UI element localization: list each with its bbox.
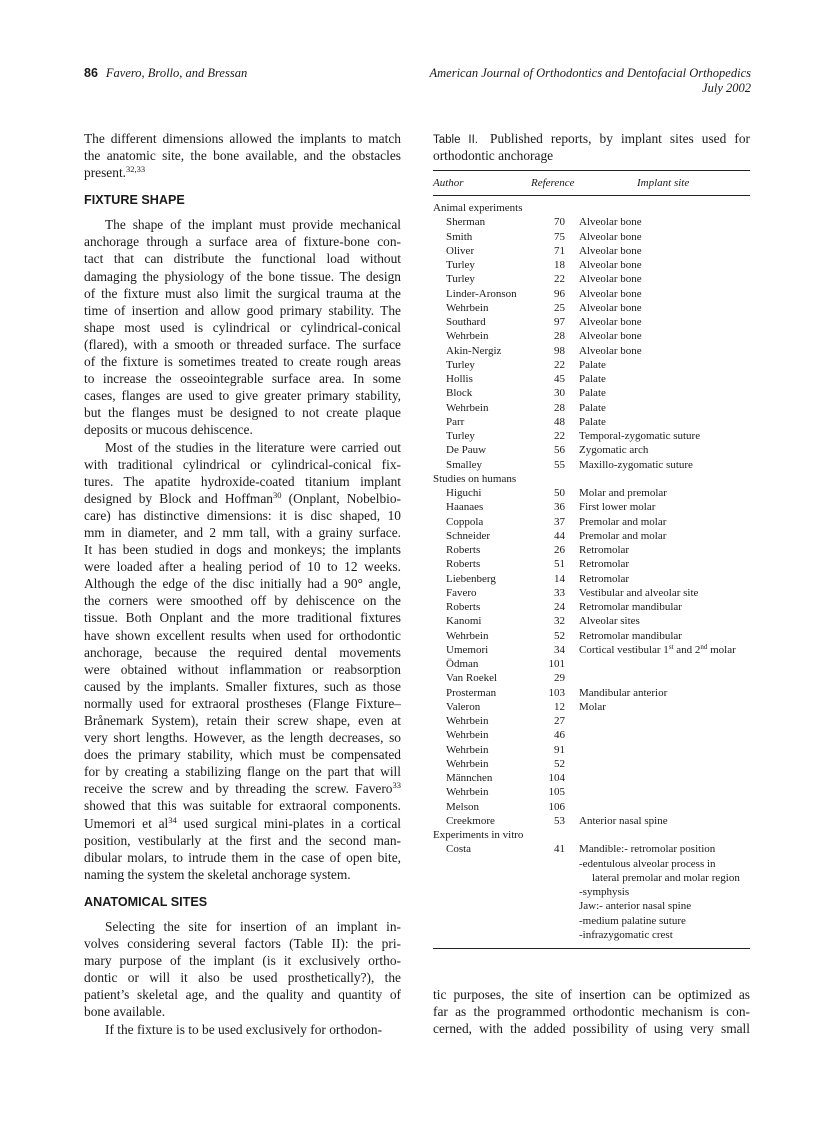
table-row — [433, 686, 750, 700]
author-cell: Valeron — [446, 700, 481, 713]
left-column — [84, 130, 401, 1038]
text-line: does the primary stability, which must be compensated — [84, 747, 401, 763]
table-row — [433, 329, 750, 343]
table-label: Table II. — [433, 134, 478, 146]
reference-cell: 53 — [554, 814, 565, 827]
section-heading: ANATOMICAL SITES — [84, 894, 208, 909]
table-row — [433, 757, 750, 771]
table-row — [433, 486, 750, 500]
table-row — [433, 586, 750, 600]
author-cell: Wehrbein — [446, 743, 489, 756]
citation-superscript: 30 — [272, 489, 282, 500]
implant-site-cell: Palate — [579, 387, 606, 400]
author-cell: Akin-Nergiz — [446, 344, 502, 357]
table-row — [433, 671, 750, 685]
caption-line: orthodontic anchorage — [433, 148, 554, 164]
text-line: anchorage through a surface area of fixture-bone con- — [84, 234, 401, 250]
author-cell: Wehrbein — [446, 715, 489, 727]
text-line: Selecting the site for insertion of an implant in- — [105, 918, 401, 934]
table-row — [433, 415, 750, 429]
author-cell: Wehrbein — [446, 729, 489, 742]
reference-cell: 55 — [554, 458, 565, 471]
text-line: of the fixture must also limit the surgical trauma at the — [84, 285, 401, 301]
text-line: damaging the physiology of the bone tissue. The design — [84, 268, 401, 284]
reference-cell: 48 — [554, 415, 565, 428]
reference-cell: 33 — [554, 586, 565, 599]
text-line: time of insertion and allow good primary stability. The — [84, 302, 401, 318]
table-row — [433, 287, 750, 301]
text-line: Brånemark System), retain their screw shape, even at — [84, 713, 401, 728]
implant-site-cell: Zygomatic arch — [579, 444, 649, 457]
reference-cell: 22 — [554, 358, 565, 371]
column-header-implant-site: Implant site — [637, 177, 690, 189]
author-cell: Turley — [446, 430, 475, 442]
author-cell: Turley — [446, 273, 475, 286]
table-row — [433, 728, 750, 742]
text-line: tact that can distribute the functional load without — [84, 251, 401, 267]
reference-cell: 101 — [548, 658, 565, 670]
author-cell: Wehrbein — [446, 330, 489, 343]
implant-site-cell: Anterior nasal spine — [579, 814, 668, 827]
author-cell: Linder-Aronson — [446, 287, 517, 300]
author-cell: Sherman — [446, 216, 486, 229]
column-header-author: Author — [433, 177, 464, 189]
text-line: mm in diameter, and 2 mm tall, with a grainy surface. — [84, 524, 401, 540]
reference-cell: 22 — [554, 430, 565, 442]
table-row — [433, 714, 750, 728]
table-row — [433, 614, 750, 628]
implant-site-cell: Retromolar — [579, 558, 630, 571]
reference-cell: 34 — [554, 643, 565, 656]
text-line: were obtained without inflammation or reabsorption — [84, 661, 401, 677]
implant-site-cell: lateral premolar and molar region — [592, 871, 740, 884]
implant-site-cell: Alveolar bone — [579, 244, 642, 257]
implant-site-cell: Alveolar bone — [579, 273, 642, 286]
implant-site-cell: Temporal-zygomatic suture — [579, 430, 701, 442]
author-cell: Favero — [446, 586, 477, 599]
author-cell: Roberts — [446, 544, 481, 556]
implant-sites-table — [433, 170, 750, 949]
text-line: anchorage, because the required dental movements — [84, 644, 401, 660]
reference-cell: 98 — [554, 344, 565, 357]
table-row — [433, 258, 750, 272]
text-line: The different dimensions allowed the implants to match — [84, 131, 401, 146]
text-segment: Cortical vestibular 1 — [579, 643, 669, 656]
table-row — [433, 857, 750, 871]
implant-site-cell: Alveolar bone — [579, 316, 642, 328]
table-row — [433, 842, 750, 856]
table-row — [433, 657, 750, 671]
table-row — [433, 572, 750, 586]
text-line: The shape of the implant must provide mechanical — [105, 217, 401, 233]
table-group-row — [433, 201, 750, 215]
author-cell: Coppola — [446, 515, 484, 528]
text-line: have shown excellent results when used for orthodontic — [84, 627, 401, 643]
implant-site-cell: Palate — [579, 415, 606, 428]
text-line: naming the system the skeletal anchorage system. — [84, 866, 351, 882]
author-cell: De Pauw — [446, 444, 487, 457]
implant-site-cell: Alveolar bone — [579, 344, 642, 357]
implant-site-cell: Molar — [579, 700, 606, 713]
text-line: volves considering several factors (Table II): the pri- — [84, 936, 401, 952]
text-line — [84, 815, 401, 832]
text-line: patient’s skeletal age, and the quality and quantity of — [84, 987, 401, 1003]
author-cell: Wehrbein — [446, 401, 489, 414]
citation-superscript: st — [668, 642, 674, 651]
reference-cell: 27 — [554, 715, 565, 727]
paragraph — [84, 216, 401, 438]
text-line: If the fixture is to be used exclusively for orthodon- — [105, 1021, 383, 1037]
implant-site-cell: Mandibular anterior — [579, 686, 668, 699]
author-cell: Higuchi — [446, 487, 482, 499]
text-line: tissue. Both Onplant and the more traditional fixtures — [84, 610, 401, 626]
implant-site-cell: Retromolar mandibular — [579, 601, 682, 613]
text-segment: present. — [84, 165, 127, 181]
table-row — [433, 215, 750, 229]
citation-superscript: 32,33 — [126, 164, 146, 175]
text-line — [84, 490, 401, 507]
implant-site-cell: -edentulous alveolar process in — [579, 857, 716, 870]
implant-site-cell: Palate — [579, 358, 606, 371]
reference-cell: 36 — [554, 501, 565, 514]
reference-cell: 45 — [554, 373, 565, 385]
table-row — [433, 629, 750, 643]
table-row — [433, 914, 750, 928]
table-header-row — [433, 171, 750, 195]
implant-site-cell: Molar and premolar — [579, 487, 667, 499]
reference-cell: 29 — [554, 672, 565, 685]
text-line: It has been studied in dogs and monkeys; the implants — [84, 542, 401, 558]
table-row — [433, 529, 750, 543]
issue-date: July 2002 — [702, 81, 751, 95]
author-cell: Southard — [446, 316, 486, 328]
reference-cell: 97 — [554, 316, 565, 328]
table-row — [433, 543, 750, 557]
implant-site-cell: Maxillo-zygomatic suture — [579, 458, 693, 471]
paragraph — [84, 439, 401, 883]
text-line: cases, flanges are used to give greater primary stability, — [84, 388, 401, 404]
authors: Favero, Brollo, and Bressan — [105, 66, 248, 80]
text-line: far as the programmed orthodontic mechanism is con- — [433, 1004, 750, 1020]
table-row — [433, 871, 750, 885]
author-cell: Männchen — [446, 772, 493, 784]
table-row — [433, 386, 750, 400]
text-line: with traditional cylindrical or cylindrical-conical fix- — [84, 456, 401, 472]
author-cell: Parr — [446, 415, 465, 428]
text-line: the corners were smoothed off by dehiscence on the — [84, 593, 401, 609]
implant-site-cell: Vestibular and alveolar site — [579, 586, 699, 599]
text-line: care) has distinctive dimensions: it is disc shaped, 10 — [84, 507, 401, 523]
reference-cell: 75 — [554, 230, 565, 243]
text-line: to increase the osseointegrable surface area. In some — [84, 371, 401, 387]
table-row — [433, 500, 750, 514]
section-heading: FIXTURE SHAPE — [84, 193, 185, 208]
citation-superscript: 33 — [392, 780, 401, 791]
author-cell: Wehrbein — [446, 301, 489, 314]
author-cell: Hollis — [446, 373, 473, 385]
reference-cell: 104 — [548, 772, 565, 784]
table-row — [433, 429, 750, 443]
implant-site-cell: Alveolar sites — [579, 615, 640, 628]
implant-site-cell — [579, 643, 736, 657]
reference-cell: 96 — [554, 287, 565, 300]
table-group-row — [433, 828, 750, 842]
implant-site-cell: Mandible:- retromolar position — [579, 843, 716, 856]
right-column-text — [433, 986, 750, 1037]
reference-cell: 28 — [554, 401, 565, 414]
author-cell: Kanomi — [446, 615, 482, 628]
paragraph — [84, 918, 401, 1021]
paragraph — [84, 130, 401, 181]
author-cell: Roberts — [446, 601, 481, 613]
author-cell: Creekmore — [446, 814, 495, 827]
journal-name: American Journal of Orthodontics and Dentofacial Orthopedics — [429, 66, 751, 80]
group-label: Animal experiments — [433, 202, 523, 214]
reference-cell: 26 — [554, 544, 565, 556]
table-row — [433, 458, 750, 472]
reference-cell: 32 — [554, 615, 565, 628]
author-cell: Turley — [446, 259, 475, 271]
table-row — [433, 230, 750, 244]
reference-cell: 28 — [554, 330, 565, 343]
text-line — [84, 164, 401, 181]
table-row — [433, 885, 750, 899]
text-line: showed that this was suitable for extraoral components. — [84, 798, 401, 814]
author-cell: Turley — [446, 358, 475, 371]
author-cell: Wehrbein — [446, 786, 489, 799]
reference-cell: 52 — [554, 757, 565, 770]
table-row — [433, 700, 750, 714]
implant-site-cell: Alveolar bone — [579, 301, 642, 314]
implant-site-cell: Palate — [579, 373, 606, 385]
text-line: deposits or mucous dehiscence. — [84, 422, 253, 438]
group-label: Experiments in vitro — [433, 829, 524, 841]
table-row — [433, 557, 750, 571]
reference-cell: 71 — [554, 244, 565, 257]
author-cell: Roberts — [446, 558, 481, 571]
reference-cell: 14 — [554, 572, 565, 585]
reference-cell: 24 — [554, 601, 565, 613]
reference-cell: 91 — [554, 743, 565, 756]
author-cell: Haanaes — [446, 501, 484, 514]
text-line: (flared), with a smooth or threaded surface. The surface — [84, 336, 401, 352]
text-line: were loaded after a healing period of 10 to 12 weeks. — [84, 559, 401, 575]
table-row — [433, 443, 750, 457]
table-bottom-rule — [433, 948, 750, 949]
table-row — [433, 743, 750, 757]
text-line: dibular molars, to intrude them in the case of open bite, — [84, 849, 401, 865]
text-segment: molar — [707, 643, 736, 656]
text-line: normally used for extraoral prostheses (Flange Fixture– — [84, 695, 401, 711]
reference-cell: 106 — [548, 800, 565, 813]
table-row — [433, 272, 750, 286]
paragraph — [84, 1021, 401, 1038]
table-row — [433, 301, 750, 315]
text-line: tic purposes, the site of insertion can be optimized as — [433, 987, 750, 1002]
table-row — [433, 785, 750, 799]
implant-site-cell: Retromolar mandibular — [579, 629, 682, 642]
table-row — [433, 315, 750, 329]
implant-site-cell: Alveolar bone — [579, 259, 642, 271]
text-line: for by creating a stabilizing flange on the part that will — [84, 764, 401, 780]
reference-cell: 25 — [554, 301, 565, 314]
implant-site-cell: -medium palatine suture — [579, 914, 686, 927]
text-line: mary purpose of the implant (is it exclusively ortho- — [84, 953, 401, 969]
page-number: 86 — [84, 66, 98, 80]
author-cell: Ödman — [446, 658, 479, 670]
text-line: bone available. — [84, 1004, 166, 1020]
column-header-reference: Reference — [531, 177, 575, 189]
implant-site-cell: Jaw:- anterior nasal spine — [579, 900, 692, 913]
text-segment: used surgical mini-plates in a cortical — [176, 815, 401, 831]
text-line: shape most used is cylindrical or cylindrical-conical — [84, 319, 401, 335]
text-segment: (Onplant, Nobelbio- — [281, 490, 402, 506]
table-row — [433, 358, 750, 372]
text-segment: Umemori et al — [84, 815, 169, 831]
text-segment: receive the screw and by threading the screw. Favero — [84, 781, 393, 797]
reference-cell: 44 — [554, 529, 565, 542]
author-cell: Liebenberg — [446, 572, 496, 585]
caption-line: Published reports, by implant sites used for — [490, 131, 750, 146]
text-line: dontic or will it also be used prosthetically?), the — [84, 970, 401, 986]
table-row — [433, 344, 750, 358]
text-line — [84, 780, 401, 797]
table-row — [433, 814, 750, 828]
table-row — [433, 401, 750, 415]
implant-site-cell: Palate — [579, 401, 606, 414]
text-line: tures. The apatite hydroxide-coated titanium implant — [84, 473, 401, 489]
table-row — [433, 800, 750, 814]
text-line: position, vestibularly at the first and the second man- — [84, 832, 401, 848]
table-group-row — [433, 472, 750, 486]
table-row — [433, 515, 750, 529]
author-cell: Van Roekel — [446, 672, 498, 685]
author-cell: Smith — [446, 230, 473, 243]
text-segment: designed by Block and Hoffman — [84, 490, 273, 506]
reference-cell: 41 — [554, 843, 565, 856]
author-cell: Costa — [446, 843, 472, 856]
implant-site-cell: -symphysis — [579, 886, 630, 898]
reference-cell: 18 — [554, 259, 565, 271]
text-line: the anatomic site, the bone available, and the obstacles — [84, 148, 401, 164]
author-cell: Umemori — [446, 643, 489, 656]
implant-site-cell: First lower molar — [579, 501, 656, 514]
text-segment: and 2 — [673, 643, 701, 656]
running-header-left — [84, 66, 247, 81]
implant-site-cell: Premolar and molar — [579, 515, 667, 528]
reference-cell: 52 — [554, 629, 565, 642]
author-cell: Smalley — [446, 458, 483, 471]
reference-cell: 70 — [554, 216, 565, 229]
table-row — [433, 244, 750, 258]
author-cell: Wehrbein — [446, 629, 489, 642]
reference-cell: 103 — [548, 686, 565, 699]
table-row — [433, 771, 750, 785]
implant-site-cell: Alveolar bone — [579, 330, 642, 343]
text-line: caused by the implants. Smaller fixtures, such as those — [84, 678, 401, 694]
reference-cell: 30 — [554, 387, 565, 400]
author-cell: Wehrbein — [446, 757, 489, 770]
text-line: Most of the studies in the literature were carried out — [105, 439, 401, 455]
group-label: Studies on humans — [433, 472, 517, 485]
reference-cell: 22 — [554, 273, 565, 286]
table-caption — [433, 130, 750, 164]
reference-cell: 46 — [554, 729, 565, 742]
implant-site-cell: Alveolar bone — [579, 287, 642, 300]
implant-site-cell: Retromolar — [579, 572, 630, 585]
table-row — [433, 928, 750, 942]
implant-site-cell: Premolar and molar — [579, 529, 667, 542]
reference-cell: 12 — [554, 700, 565, 713]
table-row — [433, 899, 750, 913]
author-cell: Prosterman — [446, 686, 497, 699]
table-row — [433, 643, 750, 657]
text-line: very short lengths. However, as the length decreases, so — [84, 730, 401, 746]
running-header-right — [430, 66, 752, 96]
text-line: cerned, with the added possibility of using very small — [433, 1021, 750, 1037]
author-cell: Schneider — [446, 529, 490, 542]
reference-cell: 56 — [554, 444, 565, 457]
implant-site-cell: -infrazygomatic crest — [579, 928, 673, 941]
citation-superscript: nd — [700, 642, 708, 651]
text-line: of the fixture is sometimes treated to create rough areas — [84, 354, 401, 370]
author-cell: Melson — [446, 800, 479, 813]
reference-cell: 50 — [554, 487, 565, 499]
implant-site-cell: Retromolar — [579, 544, 630, 556]
table-body — [433, 196, 750, 948]
author-cell: Oliver — [446, 244, 475, 257]
citation-superscript: 34 — [168, 814, 177, 825]
table-row — [433, 600, 750, 614]
reference-cell: 105 — [548, 786, 565, 799]
text-line: but the flanges must be designed to not create plaque — [84, 405, 401, 421]
author-cell: Block — [446, 387, 473, 400]
reference-cell: 37 — [554, 515, 565, 528]
text-line: Although the edge of the disc initially had a 90° angle, — [84, 576, 401, 592]
implant-site-cell: Alveolar bone — [579, 230, 642, 243]
reference-cell: 51 — [554, 558, 565, 571]
implant-site-cell: Alveolar bone — [579, 216, 642, 229]
table-row — [433, 372, 750, 386]
